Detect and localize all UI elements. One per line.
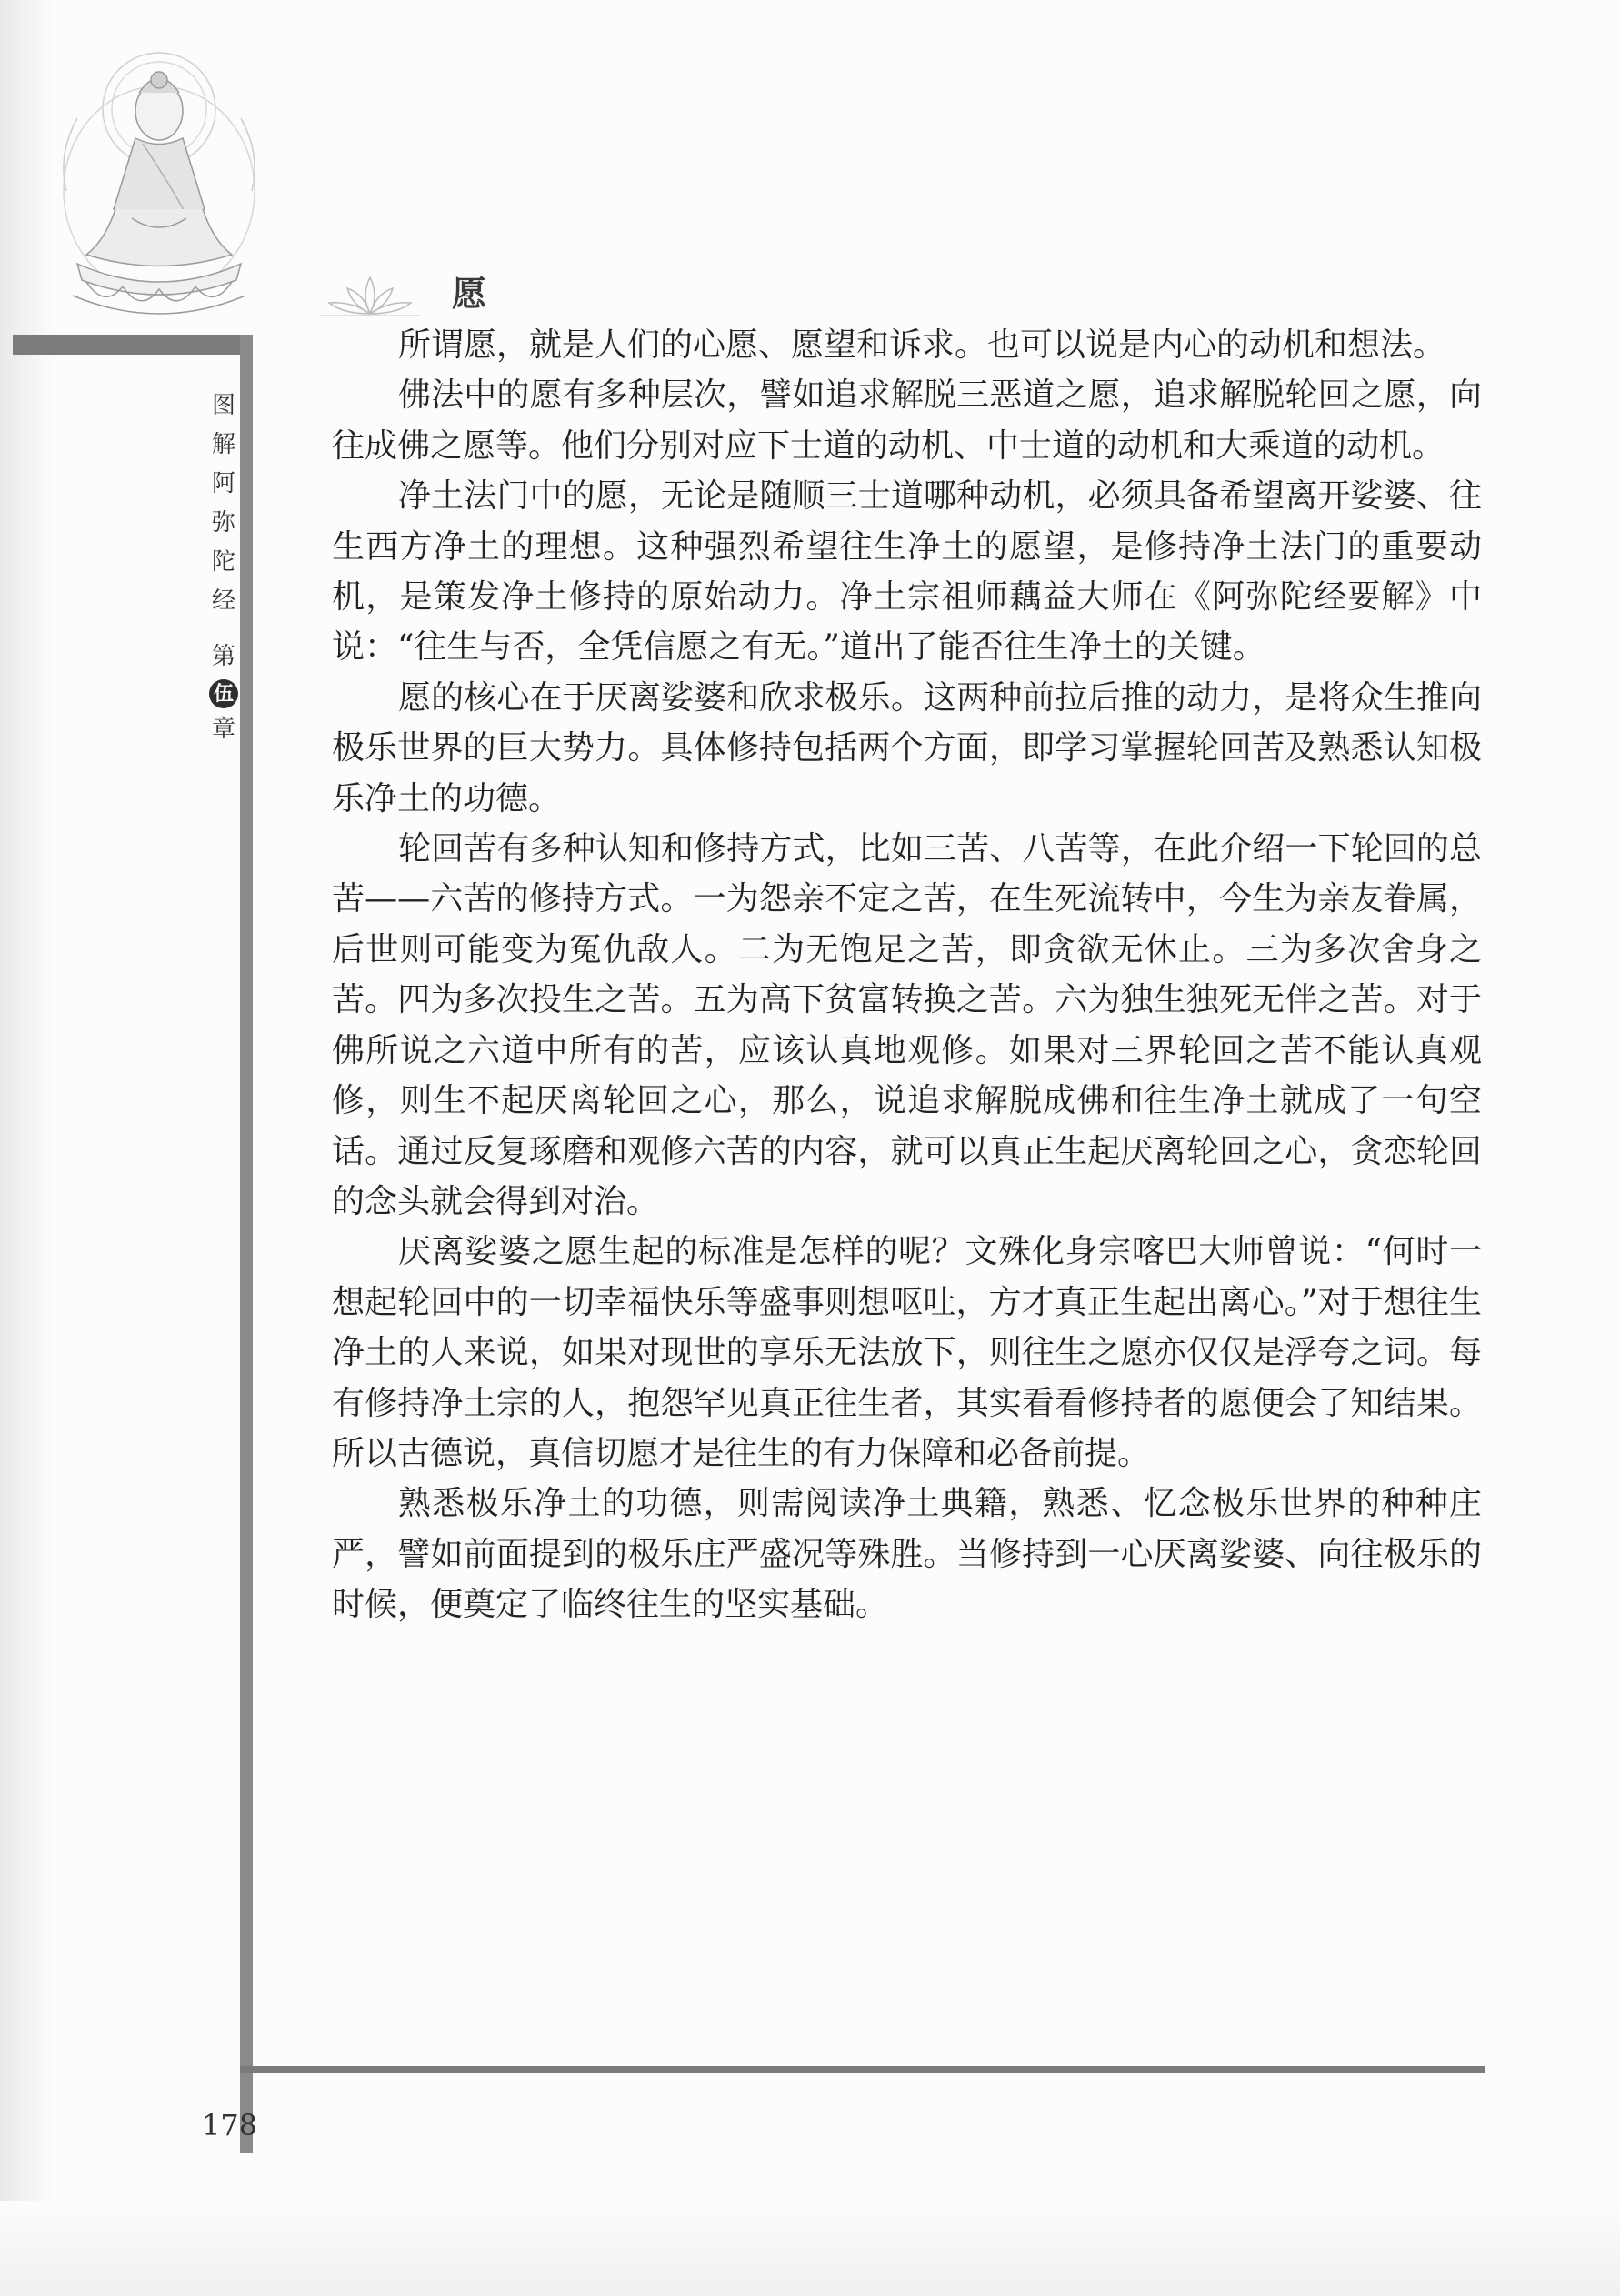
- book-title-char: 阿: [211, 470, 235, 497]
- book-title-char: 陀: [211, 548, 235, 576]
- paragraph: 熟悉极乐净土的功德，则需阅读净土典籍，熟悉、忆念极乐世界的种种庄严，譬如前面提到的极乐庄严盛况等殊胜。当修持到一心厌离娑婆、向往极乐的时候，便奠定了临终往生的坚实基础。: [332, 1485, 1482, 1624]
- header-rule: [13, 335, 253, 355]
- book-title-char: 解: [211, 431, 235, 458]
- body-text: [332, 320, 1482, 1630]
- page-bottom-shadow: [0, 2201, 1620, 2296]
- paragraph: 轮回苦有多种认知和修持方式，比如三苦、八苦等，在此介绍一下轮回的总苦——六苦的修持方式。一为怨亲不定之苦，在生死流转中，今生为亲友眷属，后世则可能变为冤仇敌人。二为无饱足之苦，即贪欲无休止。三为多次舍身之苦。四为多次投生之苦。五为高下贫富转换之苦。六为独生独死无伴之苦。对于佛所说之六道中所有的苦，应该认真地观修。如果对三界轮回之苦不能认真观修，则生不起厌离轮回之心，那么，说追求解脱成佛和往生净土就成了一句空话。通过反复琢磨和观修六苦的内容，就可以真正生起厌离轮回之心，贪恋轮回的念头就会得到对治。: [332, 830, 1482, 1220]
- footer-rule: [240, 2066, 1485, 2073]
- book-title-char: 弥: [211, 509, 235, 536]
- book-title-char: 图: [211, 392, 235, 419]
- paragraph: 净土法门中的愿，无论是随顺三士道哪种动机，必须具备希望离开娑婆、往生西方净土的理想。这种强烈希望往生净土的愿望，是修持净土法门的重要动机，是策发净土修持的原始动力。净土宗祖师藕益大师在《阿弥陀经要解》中说：“往生与否，全凭信愿之有无。”道出了能否往生净土的关键。: [332, 477, 1482, 667]
- section-title: 愿: [452, 273, 489, 314]
- buddha-figure-illustration: [50, 36, 268, 327]
- margin-rule: [240, 335, 253, 2153]
- paragraph: 愿的核心在于厌离娑婆和欣求极乐。这两种前拉后推的动力，是将众生推向极乐世界的巨大势力。具体修持包括两个方面，即学习掌握轮回苦及熟悉认知极乐净土的功德。: [332, 678, 1482, 817]
- paragraph: 厌离娑婆之愿生起的标准是怎样的呢？文殊化身宗喀巴大师曾说：“何时一想起轮回中的一切幸福快乐等盛事则想呕吐，方才真正生起出离心。”对于想往生净土的人来说，如果对现世的享乐无法放下，则往生之愿亦仅仅是浮夸之词。每有修持净土宗的人，抱怨罕见真正往生者，其实看看修持者的愿便会了知结果。所以古德说，真信切愿才是往生的有力保障和必备前提。: [332, 1233, 1482, 1472]
- book-title-vertical: [207, 386, 240, 621]
- chapter-suffix: 章: [211, 716, 235, 743]
- book-title-char: 经: [211, 587, 235, 615]
- chapter-number-badge: 伍: [209, 679, 238, 708]
- chapter-label-vertical: [207, 638, 240, 747]
- chapter-prefix: 第: [211, 643, 235, 670]
- page-number: 178: [202, 2108, 258, 2142]
- lotus-icon: [320, 268, 420, 323]
- paragraph: 所谓愿，就是人们的心愿、愿望和诉求。也可以说是内心的动机和想法。: [398, 326, 1446, 364]
- paragraph: 佛法中的愿有多种层次，譬如追求解脱三恶道之愿，追求解脱轮回之愿，向往成佛之愿等。他们分别对应下士道的动机、中士道的动机和大乘道的动机。: [332, 376, 1482, 465]
